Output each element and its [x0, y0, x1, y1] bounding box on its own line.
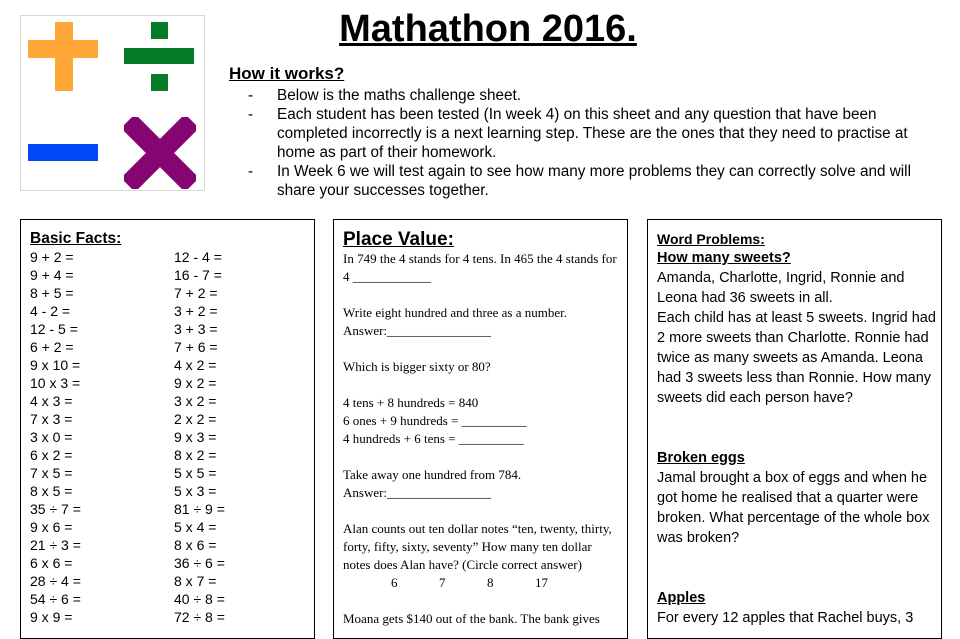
- fact-right: 9 x 2 =: [174, 375, 217, 391]
- fact-left: 9 x 6 =: [30, 519, 73, 535]
- fact-left: 12 - 5 =: [30, 321, 78, 337]
- question: [343, 520, 618, 574]
- option[interactable]: 7: [439, 575, 446, 590]
- word-problems-heading: Word Problems:: [657, 231, 765, 247]
- minus-icon: [28, 144, 98, 161]
- problem-heading: Apples: [657, 590, 706, 606]
- list-item: - Below is the maths challenge sheet.: [248, 86, 948, 105]
- fact-left: 8 x 5 =: [30, 483, 73, 499]
- fact-right: 2 x 2 =: [174, 411, 217, 427]
- fact-left: 10 x 3 =: [30, 375, 81, 391]
- fact-left: 4 - 2 =: [30, 303, 71, 319]
- option[interactable]: 6: [391, 575, 398, 590]
- fact-left: 6 x 6 =: [30, 555, 73, 571]
- times-icon: [124, 117, 196, 189]
- fact-left: 4 x 3 =: [30, 393, 73, 409]
- fact-right: 3 + 3 =: [174, 321, 218, 337]
- question-text: Take away one hundred from 784.: [343, 467, 522, 482]
- fact-right: 16 - 7 =: [174, 267, 222, 283]
- facts-grid: [30, 248, 314, 626]
- list-item: - Each student has been tested (In week 4) on this sheet and any question that have been completed incorrectly is a next learning step. These are the ones that they need to practise at home as part of their homework.: [248, 105, 948, 162]
- place-value-heading: Place Value:: [343, 229, 454, 250]
- fact-left: 7 x 3 =: [30, 411, 73, 427]
- fact-right: 8 x 7 =: [174, 573, 217, 589]
- problem-text: Jamal brought a box of eggs and when he got home he realised that a quarter were broken. What percentage of the whole box was broken?: [657, 470, 930, 546]
- divide-dot-bottom: [151, 74, 168, 91]
- page-title: Mathathon 2016.: [339, 8, 637, 50]
- fact-left: 35 ÷ 7 =: [30, 501, 81, 517]
- fact-left: 8 + 5 =: [30, 285, 74, 301]
- how-it-works-list: [248, 86, 948, 200]
- fact-right: 5 x 3 =: [174, 483, 217, 499]
- answer-line: Answer:________________: [343, 485, 492, 500]
- fact-right: 40 ÷ 8 =: [174, 591, 225, 607]
- fact-left: 6 + 2 =: [30, 339, 74, 355]
- fact-right: 8 x 2 =: [174, 447, 217, 463]
- fact-right: 36 ÷ 6 =: [174, 555, 225, 571]
- question-text: Alan counts out ten dollar notes “ten, twenty, thirty, forty, fifty, sixty, seventy” How many ten dollar notes does Alan have? (Circle correct answer): [343, 521, 612, 572]
- fact-right: 7 + 6 =: [174, 339, 218, 355]
- fact-left: 54 ÷ 6 =: [30, 591, 81, 607]
- fact-right: 5 x 4 =: [174, 519, 217, 535]
- problem-heading: How many sweets?: [657, 250, 791, 266]
- option[interactable]: 8: [487, 575, 494, 590]
- fact-right: 5 x 5 =: [174, 465, 217, 481]
- fact-right: 81 ÷ 9 =: [174, 501, 225, 517]
- question: Moana gets $140 out of the bank. The bank gives: [343, 611, 600, 626]
- fact-right: 3 x 2 =: [174, 393, 217, 409]
- question: In 749 the 4 stands for 4 tens. In 465 the 4 stands for 4 ____________: [343, 251, 617, 284]
- fact-left: 6 x 2 =: [30, 447, 73, 463]
- question-text: 4 tens + 8 hundreds = 840: [343, 395, 479, 410]
- place-value-section: [333, 219, 628, 639]
- fact-left: 9 x 10 =: [30, 357, 81, 373]
- question-text: 6 ones + 9 hundreds = __________: [343, 413, 527, 428]
- problem-text: Amanda, Charlotte, Ingrid, Ronnie and Leona had 36 sweets in all.: [657, 270, 905, 306]
- problem-heading: Broken eggs: [657, 450, 745, 466]
- question: [343, 304, 618, 340]
- fact-left: 21 ÷ 3 =: [30, 537, 81, 553]
- fact-right: 12 - 4 =: [174, 249, 222, 265]
- fact-right: 3 + 2 =: [174, 303, 218, 319]
- fact-right: 72 ÷ 8 =: [174, 609, 225, 625]
- fact-left: 7 x 5 =: [30, 465, 73, 481]
- how-it-works-heading: How it works?: [229, 64, 345, 83]
- fact-right: 4 x 2 =: [174, 357, 217, 373]
- problem-text: For every 12 apples that Rachel buys, 3: [657, 610, 914, 626]
- fact-left: 28 ÷ 4 =: [30, 573, 81, 589]
- word-problems-section: [647, 219, 942, 639]
- answer-line: Answer:________________: [343, 323, 492, 338]
- question: [343, 394, 618, 448]
- fact-left: 9 + 4 =: [30, 267, 74, 283]
- question: [343, 466, 618, 502]
- fact-left: 9 x 9 =: [30, 609, 73, 625]
- answer-options: [343, 574, 618, 592]
- basic-facts-section: [20, 219, 315, 639]
- fact-left: 3 x 0 =: [30, 429, 73, 445]
- fact-left: 9 + 2 =: [30, 249, 74, 265]
- option[interactable]: 17: [535, 575, 548, 590]
- problem-text: Each child has at least 5 sweets. Ingrid had 2 more sweets than Charlotte. Ronnie had twice as many sweets as Amanda. Leona had 3 sweets less than Ronnie. How many sweets did each person have?: [657, 310, 936, 406]
- question-text: 4 hundreds + 6 tens = __________: [343, 431, 524, 446]
- question-text: Write eight hundred and three as a number.: [343, 305, 568, 320]
- question: Which is bigger sixty or 80?: [343, 359, 491, 374]
- fact-right: 8 x 6 =: [174, 537, 217, 553]
- basic-facts-heading: Basic Facts:: [30, 230, 122, 247]
- fact-right: 7 + 2 =: [174, 285, 218, 301]
- fact-right: 9 x 3 =: [174, 429, 217, 445]
- list-item: - In Week 6 we will test again to see how many more problems they can correctly solve and will share your successes together.: [248, 162, 948, 200]
